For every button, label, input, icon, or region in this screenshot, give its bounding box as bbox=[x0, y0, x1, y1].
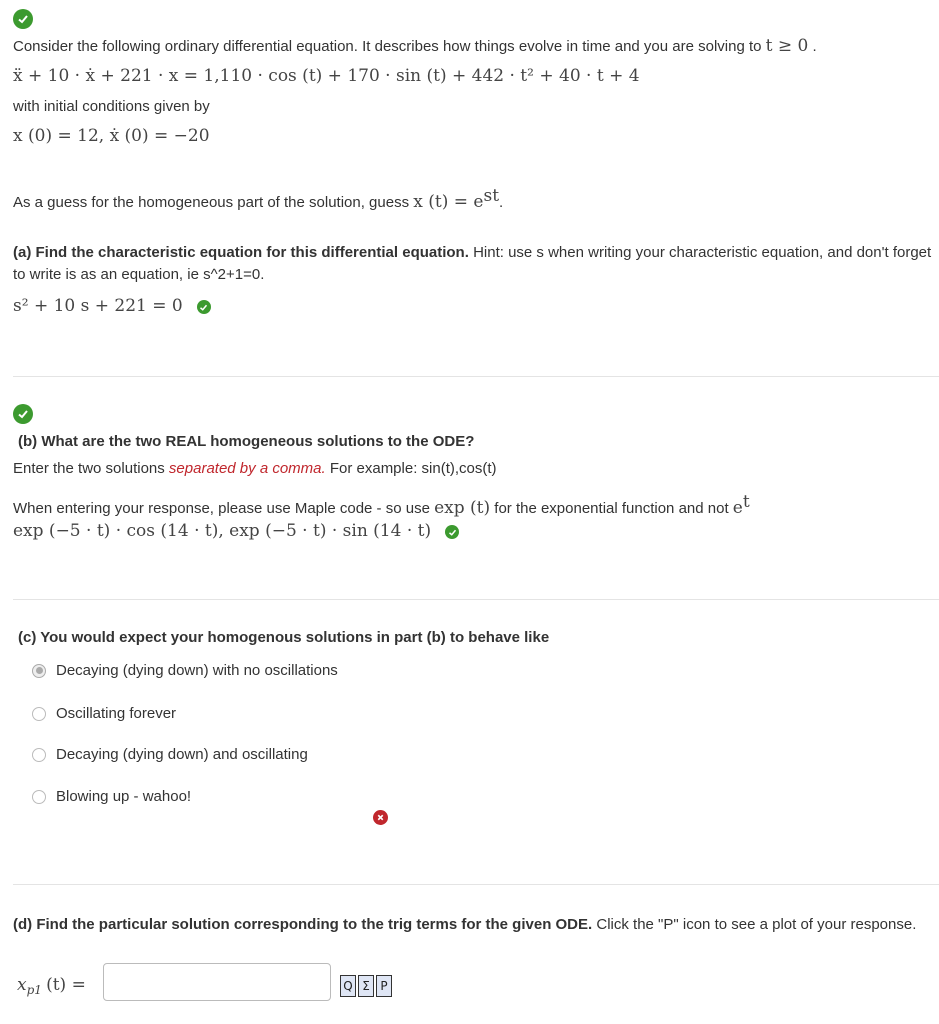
correct-check-icon bbox=[13, 9, 33, 29]
radio-option[interactable]: Decaying (dying down) with no oscillations bbox=[32, 662, 338, 679]
part-b-maple-note: When entering your response, please use Maple code - so use exp (t) for the exponential function and not $e^t$ bbox=[13, 492, 750, 518]
plot-icon[interactable]: P bbox=[376, 975, 392, 997]
radio-option[interactable]: Decaying (dying down) and oscillating bbox=[32, 746, 308, 763]
input-toolbar bbox=[340, 975, 392, 997]
correct-check-icon bbox=[13, 404, 33, 424]
initial-conditions: x (0) = 12, ẋ (0) = −20 bbox=[13, 126, 210, 146]
radio-button[interactable] bbox=[32, 790, 46, 804]
section-divider bbox=[13, 599, 939, 600]
particular-solution-label: $x_{p1}$ (t) = bbox=[17, 975, 86, 997]
part-b-heading: (b) What are the two REAL homogeneous solutions to the ODE? bbox=[18, 433, 475, 450]
radio-option[interactable]: Blowing up - wahoo! bbox=[32, 788, 191, 805]
part-c-heading: (c) You would expect your homogenous solutions in part (b) to behave like bbox=[18, 629, 550, 646]
preview-icon[interactable]: Q bbox=[340, 975, 356, 997]
ode-equation: ẍ + 10 · ẋ + 221 · x = 1,110 · cos (t) + 170 · sin (t) + 442 · t² + 40 · t + 4 bbox=[13, 66, 640, 86]
particular-solution-input[interactable] bbox=[103, 963, 331, 1001]
section-divider bbox=[13, 376, 939, 377]
radio-button-selected[interactable] bbox=[32, 664, 46, 678]
section-divider bbox=[13, 884, 939, 885]
radio-button[interactable] bbox=[32, 707, 46, 721]
part-a-answer: s² + 10 s + 221 = 0 bbox=[13, 296, 211, 316]
radio-button[interactable] bbox=[32, 748, 46, 762]
incorrect-x-icon bbox=[373, 810, 388, 825]
part-a-question: (a) Find the characteristic equation for this differential equation. Hint: use s when writing your characteristic equation, and don't forget to write is as an equation, ie s^2+1=0. bbox=[13, 244, 932, 283]
part-b-instructions: Enter the two solutions separated by a comma. For example: sin(t),cos(t) bbox=[13, 460, 497, 477]
answer-correct-icon bbox=[445, 525, 459, 539]
guess-text: As a guess for the homogeneous part of the solution, guess x $(t) = e^{st}$. bbox=[13, 186, 504, 212]
initial-conditions-label: with initial conditions given by bbox=[13, 98, 210, 115]
equation-editor-icon[interactable]: Σ bbox=[358, 975, 374, 997]
part-b-answer: exp (−5 · t) · cos (14 · t), exp (−5 · t) · sin (14 · t) bbox=[13, 521, 459, 541]
answer-correct-icon bbox=[197, 300, 211, 314]
intro-text: Consider the following ordinary differential equation. It describes how things evolve in time and you are solving to t ≥ 0 . bbox=[13, 36, 817, 56]
part-d-question: (d) Find the particular solution corresponding to the trig terms for the given ODE. Click the "P" icon to see a plot of your response. bbox=[13, 916, 917, 933]
radio-option[interactable]: Oscillating forever bbox=[32, 705, 176, 722]
